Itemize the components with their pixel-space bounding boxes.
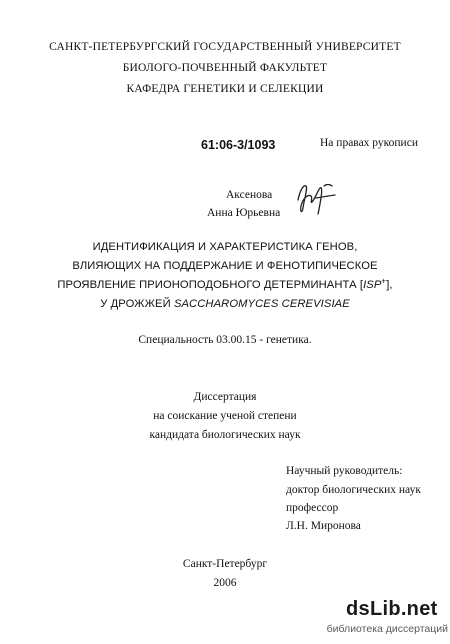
author-signature xyxy=(294,178,338,216)
registry-code: 61:06-3/1093 xyxy=(201,138,276,152)
city: Санкт-Петербург xyxy=(182,558,268,570)
supervisor-rank: профессор xyxy=(286,502,339,514)
title-line-4-italic: SACCHAROMYCES CEREVISIAE xyxy=(173,298,350,310)
title-line-1: ИДЕНТИФИКАЦИЯ И ХАРАКТЕРИСТИКА ГЕНОВ, xyxy=(92,241,358,253)
supervisor-degree: доктор биологических наук xyxy=(286,484,421,496)
dissertation-degree: кандидата биологических наук xyxy=(149,429,301,441)
supervisor-name: Л.Н. Миронова xyxy=(286,520,361,532)
department-name: КАФЕДРА ГЕНЕТИКИ И СЕЛЕКЦИИ xyxy=(126,83,324,95)
title-line-3 xyxy=(0,277,450,293)
author-surname: Аксенова xyxy=(226,189,273,201)
title-line-4 xyxy=(0,296,450,312)
dissertation-type: Диссертация xyxy=(193,391,257,403)
dslib-logo-text: dsLib.net xyxy=(346,598,438,620)
title-line-4-prefix: У ДРОЖЖЕЙ xyxy=(100,298,174,310)
dslib-tagline: библиотека диссертаций xyxy=(326,623,448,635)
title-line-2: ВЛИЯЮЩИХ НА ПОДДЕРЖАНИЕ И ФЕНОТИПИЧЕСКОЕ xyxy=(72,260,378,272)
specialty: Специальность 03.00.15 - генетика. xyxy=(138,334,312,346)
manuscript-rights: На правах рукописи xyxy=(320,137,418,149)
faculty-name: БИОЛОГО-ПОЧВЕННЫЙ ФАКУЛЬТЕТ xyxy=(122,62,328,74)
title-line-3-sup: + xyxy=(381,276,387,286)
title-line-3-suffix: ], xyxy=(386,279,393,291)
university-name: САНКТ-ПЕТЕРБУРГСКИЙ ГОСУДАРСТВЕННЫЙ УНИВЕРСИТЕТ xyxy=(49,41,401,53)
dslib-logo[interactable] xyxy=(326,598,450,642)
title-line-3-prefix: ПРОЯВЛЕНИЕ ПРИОНОПОДОБНОГО ДЕТЕРМИНАНТА [ xyxy=(57,279,364,291)
dissertation-purpose: на соискание ученой степени xyxy=(153,410,297,422)
year: 2006 xyxy=(213,577,237,589)
supervisor-label: Научный руководитель: xyxy=(286,465,403,477)
author-name: Анна Юрьевна xyxy=(207,207,281,219)
title-line-3-italic: ISP xyxy=(363,279,382,291)
